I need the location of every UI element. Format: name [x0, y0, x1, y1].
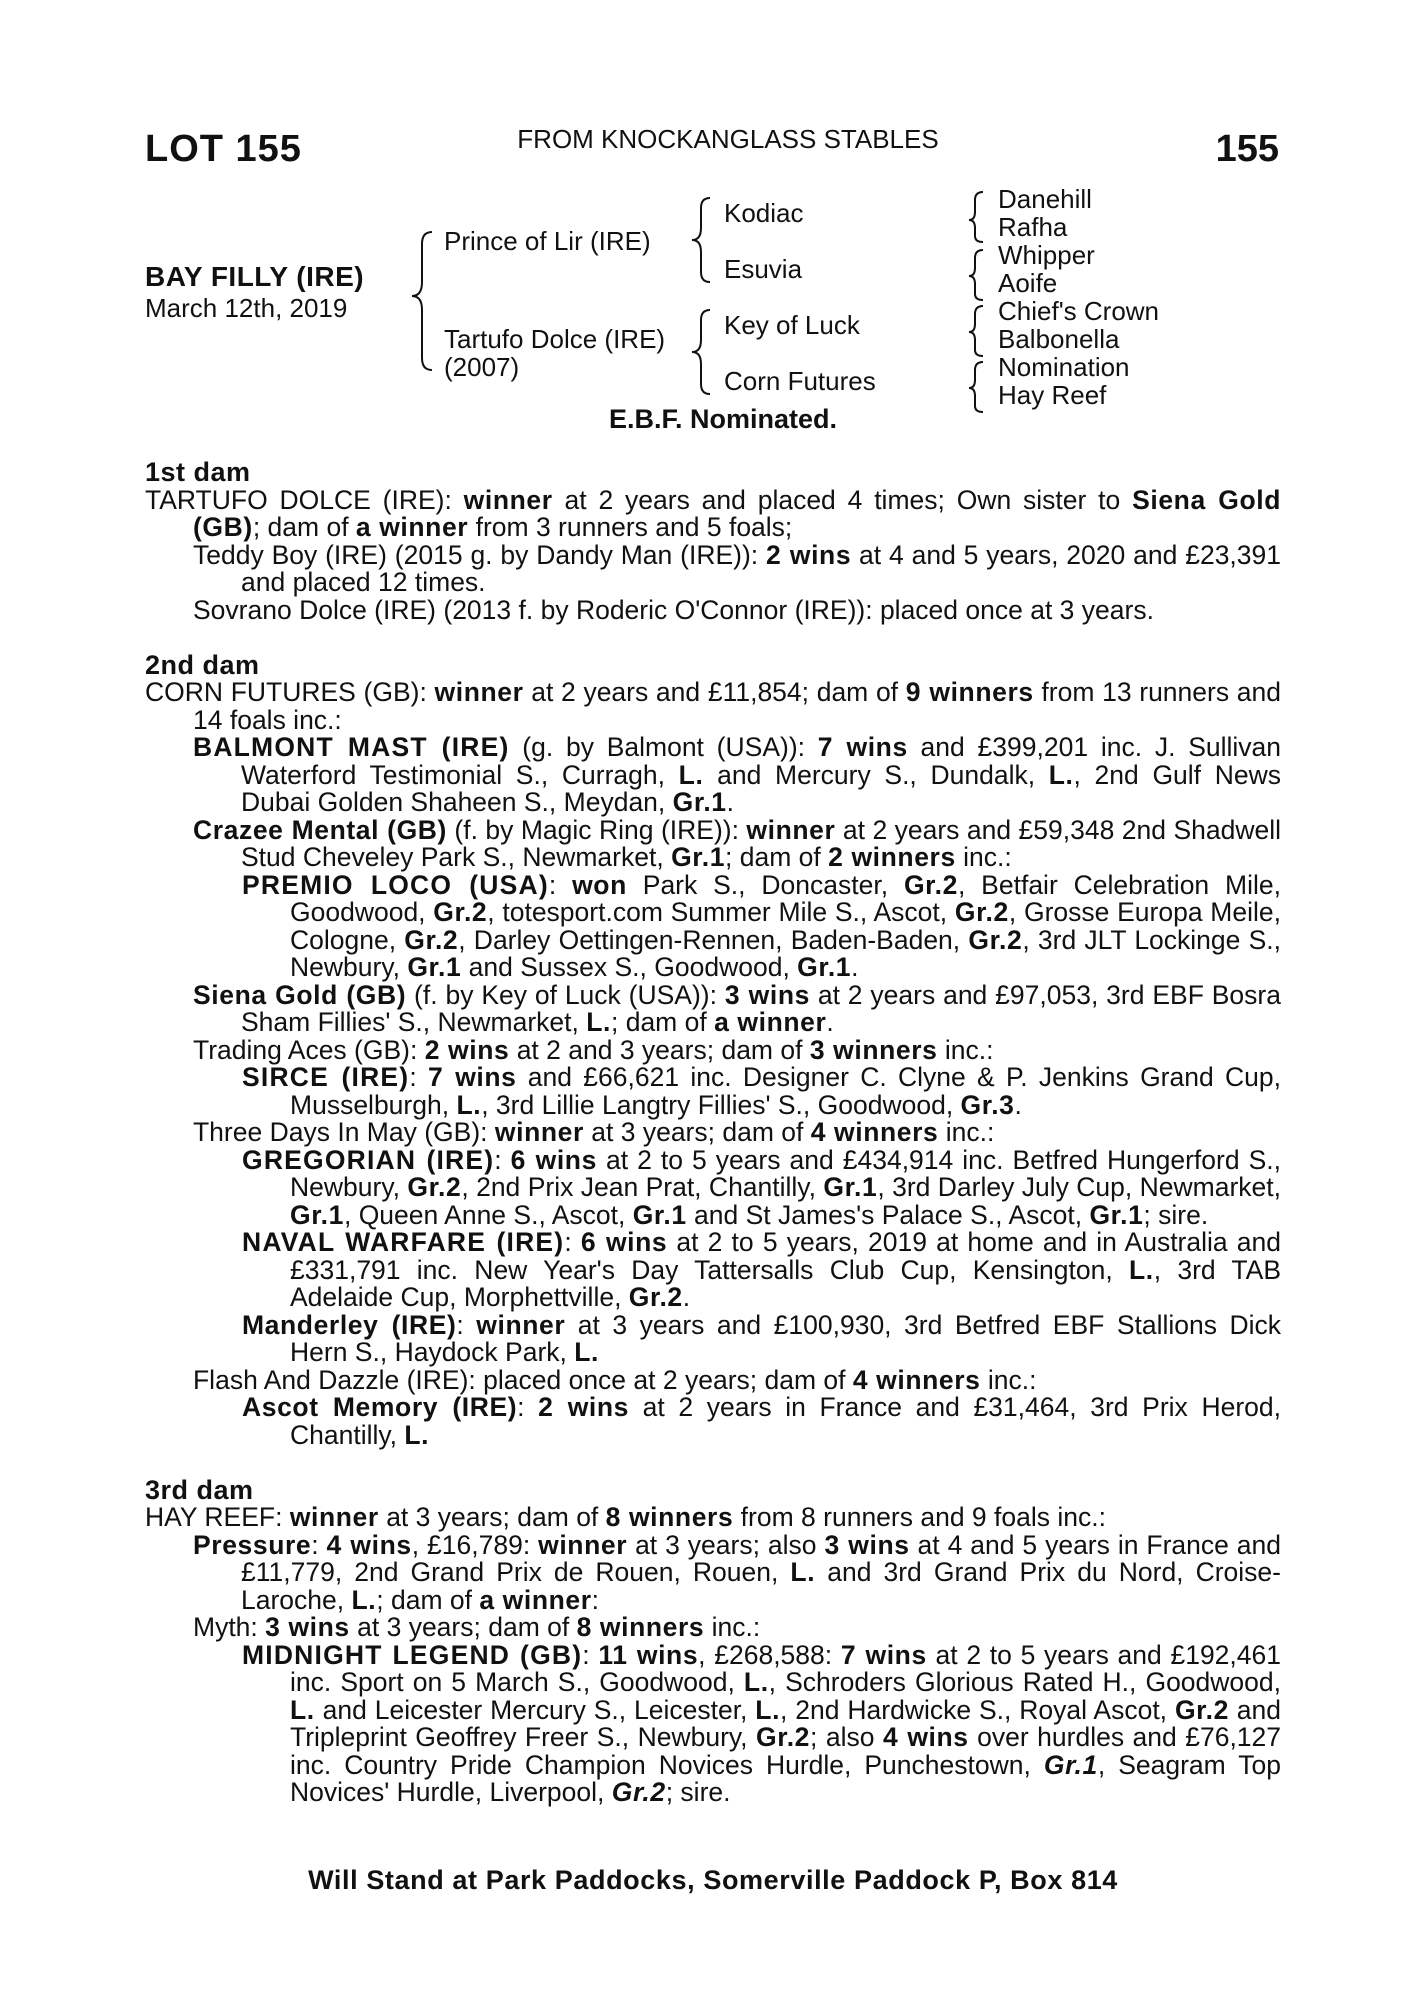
text-run: ; dam of [252, 512, 356, 542]
text-run: inc.: [938, 1117, 995, 1147]
bold-text: a winner [479, 1584, 592, 1615]
pedigree-ggp-6: Balbonella [998, 324, 1120, 354]
bold-text: 8 winners [576, 1612, 705, 1642]
bold-text: Gr.2 [404, 924, 459, 955]
bold-text: Manderley (IRE) [242, 1309, 457, 1340]
produce-entry [145, 1034, 1281, 1065]
bold-text: winner [494, 1117, 584, 1147]
section-gap [145, 624, 1281, 652]
text-run: (f. by Key of Luck (USA)): [406, 979, 725, 1010]
text-run: Three Days In May (GB): [193, 1117, 495, 1147]
text-run: at 2 years and £59,348 2nd Shadwell Stud Cheveley Park S., Newmarket, [241, 814, 1282, 872]
section-gap [145, 1449, 1281, 1477]
bold-text: 3 wins [265, 1612, 350, 1642]
text-run: ; sire. [665, 1777, 731, 1807]
text-run: at 2 years and £97,053, 3rd EBF Bosra Sham Fillies' S., Newmarket, [241, 979, 1281, 1037]
text-run: and £66,621 inc. Designer C. Clyne & P. Jenkins Grand Cup, Musselburgh, [290, 1062, 1281, 1120]
text-run: and £399,201 inc. J. Sullivan Waterford Testimonial S., Curragh, [241, 732, 1282, 790]
bold-text: Siena Gold (GB) [193, 979, 407, 1010]
bold-text: 8 winners [605, 1502, 734, 1532]
bold-text: 4 winners [810, 1117, 939, 1147]
produce-entry [145, 1064, 1281, 1119]
bold-text: PREMIO LOCO (USA) [242, 869, 549, 900]
text-run: at 3 years; dam of [378, 1502, 606, 1532]
produce-entry [145, 484, 1281, 542]
bold-text: 2 wins [766, 539, 852, 570]
text-run: inc.: [955, 842, 1012, 872]
text-run: , 3rd Darley July Cup, Newmarket, [877, 1172, 1281, 1202]
text-run: and St James's Palace S., Ascot, [686, 1199, 1090, 1230]
bold-text: L. [790, 1557, 816, 1587]
bold-text: winner [538, 1529, 628, 1560]
text-run: and Leicester Mercury S., Leicester, [314, 1694, 756, 1725]
text-run: ; dam of [725, 842, 829, 872]
produce-entry [145, 1144, 1281, 1230]
produce-record [145, 459, 1281, 1807]
text-run: at 4 and 5 years in France and £11,779, 2nd Grand Prix de Rouen, Rouen, [241, 1529, 1282, 1587]
bold-text: 7 wins [840, 1639, 927, 1670]
text-run: at 3 years; also [627, 1529, 825, 1560]
bold-text: Siena Gold (GB) [193, 484, 1281, 542]
text-run: at 3 years and £100,930, 3rd Betfred EBF Stallions Dick Hern S., Haydock Park, [290, 1309, 1282, 1367]
bold-text: Ascot Memory (IRE) [242, 1392, 518, 1422]
bold-text: Gr.3 [960, 1089, 1015, 1120]
pedigree-sire: Prince of Lir (IRE) [444, 226, 651, 256]
bold-text: Gr.1 [632, 1199, 687, 1230]
text-run: at 2 to 5 years, 2019 at home and in Australia and £331,791 inc. New Year's Day Tattersalls Club Cup, Kensington, [290, 1227, 1282, 1285]
bold-text: Gr.2 [611, 1777, 666, 1807]
text-run: and 3rd Grand Prix du Nord, Croise-Laroche, [241, 1557, 1281, 1615]
text-run: , Betfair Celebration Mile, Goodwood, [290, 869, 1281, 927]
bold-text: L. [404, 1419, 430, 1450]
text-run: , 2nd Prix Jean Prat, Chantilly, [461, 1172, 824, 1202]
bold-text: GREGORIAN (IRE) [242, 1144, 495, 1175]
dam-section-title: 1st dam [145, 457, 251, 487]
text-run: , £16,789: [411, 1529, 539, 1560]
text-run: ; dam of [376, 1584, 480, 1615]
bold-text: 2 wins [424, 1034, 510, 1065]
bold-text: winner [434, 677, 524, 707]
bold-text: Gr.1 [823, 1172, 878, 1202]
text-run: over hurdles and £76,127 inc. Country Pride Champion Novices Hurdle, Punchestown, [290, 1722, 1282, 1780]
text-run: , 3rd TAB Adelaide Cup, Morphettville, [290, 1254, 1281, 1312]
text-run: from 3 runners and 5 foals; [468, 512, 793, 542]
bold-text: 4 winners [852, 1364, 981, 1395]
pedigree-dam-sire: Key of Luck [724, 310, 860, 340]
produce-entry [145, 979, 1281, 1037]
bold-text: L. [290, 1694, 315, 1725]
bold-text: Gr.2 [628, 1282, 683, 1312]
text-run: and Mercury S., Dundalk, [703, 759, 1049, 790]
text-run: at 3 years; dam of [349, 1612, 577, 1642]
bold-text: NAVAL WARFARE (IRE) [242, 1227, 565, 1257]
bold-text: Gr.1 [671, 842, 726, 872]
text-run: : [564, 1227, 581, 1257]
text-run: : [591, 1584, 600, 1615]
text-run: . [826, 1007, 834, 1037]
text-run: HAY REEF: [145, 1502, 290, 1532]
produce-entry [145, 869, 1281, 982]
bold-text: Gr.1 [1043, 1749, 1098, 1780]
text-run: Teddy Boy (IRE) (2015 g. by Dandy Man (IRE)): [193, 539, 767, 570]
bold-text: Gr.2 [407, 1172, 462, 1202]
pedigree-dam-year: (2007) [444, 352, 520, 382]
bold-text: a winner [714, 1007, 827, 1037]
text-run: , Seagram Top Novices' Hurdle, Liverpool, [290, 1749, 1281, 1807]
bold-text: L. [1048, 759, 1074, 790]
bold-text: Crazee Mental (GB) [193, 814, 447, 845]
bold-text: 7 wins [427, 1062, 517, 1092]
bold-text: winner [746, 814, 836, 845]
bold-text: L. [743, 1667, 769, 1697]
text-run: at 2 years and placed 4 times; Own sister to [552, 484, 1133, 515]
produce-entry [145, 679, 1281, 734]
text-run: : [548, 869, 573, 900]
bold-text: winner [289, 1502, 379, 1532]
produce-entry [145, 1614, 1281, 1642]
text-run: , Darley Oettingen-Rennen, Baden-Baden, [458, 924, 969, 955]
text-run: inc.: [937, 1034, 994, 1065]
text-run: at 2 to 5 years and £434,914 inc. Betfred Hungerford S., Newbury, [290, 1144, 1281, 1202]
bold-text: Gr.1 [1089, 1199, 1144, 1230]
text-run: , 3rd Lillie Langtry Fillies' S., Goodwood, [481, 1089, 961, 1120]
produce-entry [145, 594, 1281, 625]
bold-text: 2 wins [538, 1392, 630, 1422]
pedigree-dam-dam: Corn Futures [724, 366, 876, 396]
bold-text: 4 wins [882, 1722, 969, 1752]
produce-entry [145, 1529, 1282, 1615]
bold-text: won [572, 869, 627, 900]
text-run: , totesport.com Summer Mile S., Ascot, [487, 897, 955, 927]
text-run: , 3rd JLT Lockinge S., Newbury, [290, 924, 1281, 982]
text-run: CORN FUTURES (GB): [145, 677, 435, 707]
pedigree-ggp-3: Whipper [998, 240, 1095, 270]
bold-text: Gr.2 [954, 897, 1009, 927]
text-run: , Queen Anne S., Ascot, [343, 1199, 633, 1230]
text-run: (g. by Balmont (USA)): [509, 732, 818, 762]
pedigree-ggp-2: Rafha [998, 212, 1068, 242]
text-run: Sovrano Dolce (IRE) (2013 f. by Roderic O'Connor (IRE)): placed once at 3 years. [193, 594, 1154, 625]
text-run: . [1014, 1089, 1022, 1120]
text-run: . [726, 787, 734, 817]
produce-entry [145, 1364, 1281, 1395]
bold-text: L. [678, 759, 704, 790]
text-run: . [682, 1282, 691, 1312]
text-run: at 4 and 5 years, 2020 and £23,391 and placed 12 times. [241, 539, 1282, 597]
pedigree-ggp-7: Nomination [998, 352, 1130, 382]
bold-text: Gr.1 [672, 787, 727, 817]
bold-text: BALMONT MAST (IRE) [193, 732, 510, 762]
ebf-nomination: E.B.F. Nominated. [608, 404, 838, 434]
bold-text: L. [456, 1089, 482, 1120]
bold-text: 9 winners [905, 677, 1034, 707]
text-run: : [582, 1639, 599, 1670]
bold-text: L. [351, 1584, 377, 1615]
horse-dob: March 12th, 2019 [145, 293, 348, 323]
text-run: ; sire. [1143, 1199, 1209, 1230]
dam-section-title: 3rd dam [145, 1474, 254, 1505]
bold-text: Gr.2 [756, 1722, 810, 1752]
pedigree-ggp-5: Chief's Crown [998, 296, 1160, 326]
bold-text: L. [1128, 1254, 1154, 1285]
text-run: Flash And Dazzle (IRE): placed once at 2 years; dam of [193, 1364, 853, 1395]
text-run: inc.: [704, 1612, 761, 1642]
bold-text: Gr.1 [290, 1199, 344, 1230]
bold-text: a winner [355, 512, 469, 542]
text-run: , Schroders Glorious Rated H., Goodwood, [768, 1667, 1281, 1697]
bold-text: 2 winners [828, 842, 956, 872]
text-run: TARTUFO DOLCE (IRE): [145, 484, 464, 515]
bold-text: 6 wins [510, 1144, 597, 1175]
bold-text: Gr.2 [968, 924, 1023, 955]
text-run: and Sussex S., Goodwood, [461, 952, 798, 982]
bold-text: 11 wins [598, 1639, 699, 1670]
bold-text: Gr.2 [903, 869, 958, 900]
text-run: . [851, 952, 859, 982]
pedigree-ggp-8: Hay Reef [998, 380, 1107, 410]
bold-text: 4 wins [326, 1529, 412, 1560]
bold-text: L. [574, 1337, 599, 1367]
text-run: : [517, 1392, 539, 1422]
text-run: , 2nd Hardwicke S., Royal Ascot, [780, 1694, 1175, 1725]
text-run: at 2 years and £11,854; dam of [523, 677, 906, 707]
produce-entry [145, 1394, 1281, 1449]
text-run: : [409, 1062, 428, 1092]
bold-text: Gr.1 [407, 952, 462, 982]
lot-number: 155 [1215, 128, 1279, 170]
horse-title: BAY FILLY (IRE) [145, 261, 365, 292]
bold-text: SIRCE (IRE) [242, 1062, 410, 1092]
text-run: : [456, 1309, 477, 1340]
produce-entry [145, 1229, 1281, 1312]
text-run: : [311, 1529, 327, 1560]
bold-text: Gr.2 [1174, 1694, 1229, 1725]
text-run: from 13 runners and 14 foals inc.: [193, 677, 1281, 735]
dam-section-title: 2nd dam [145, 649, 260, 680]
text-run: and Tripleprint Geoffrey Freer S., Newbury, [290, 1694, 1281, 1752]
produce-entry [145, 539, 1282, 597]
pedigree-dam: Tartufo Dolce (IRE) [444, 324, 666, 354]
produce-entry [145, 1639, 1282, 1807]
bold-text: 6 wins [580, 1227, 668, 1257]
pedigree-sire-dam: Esuvia [724, 254, 803, 284]
lot-label: LOT 155 [145, 128, 302, 170]
bold-text: 7 wins [817, 732, 908, 762]
pedigree-brackets [0, 0, 1426, 420]
pedigree-sire-sire: Kodiac [724, 198, 804, 228]
text-run: ; also [810, 1722, 883, 1752]
text-run: Myth: [193, 1612, 266, 1642]
text-run: at 2 to 5 years and £192,461 inc. Sport on 5 March S., Goodwood, [290, 1639, 1282, 1697]
produce-entry [145, 734, 1281, 817]
text-run: ; dam of [610, 1007, 715, 1037]
text-run: , Grosse Europa Meile, Cologne, [290, 897, 1281, 955]
text-run: at 2 years in France and £31,464, 3rd Prix Herod, Chantilly, [290, 1392, 1281, 1450]
bold-text: L. [586, 1007, 611, 1037]
consignor: FROM KNOCKANGLASS STABLES [517, 124, 939, 154]
bold-text: winner [463, 484, 553, 515]
footer-location: Will Stand at Park Paddocks, Somerville Paddock P, Box 814 [308, 1865, 1118, 1895]
bold-text: Gr.1 [797, 952, 852, 982]
pedigree-ggp-4: Aoife [998, 268, 1058, 298]
produce-entry [145, 1504, 1281, 1532]
bold-text: 3 winners [809, 1034, 938, 1065]
text-run: at 3 years; dam of [583, 1117, 811, 1147]
text-run: (f. by Magic Ring (IRE)): [446, 814, 747, 845]
bold-text: Pressure [193, 1529, 312, 1560]
bold-text: 3 wins [824, 1529, 910, 1560]
produce-entry [145, 1119, 1281, 1147]
text-run: from 8 runners and 9 foals inc.: [733, 1502, 1106, 1532]
text-run: : [494, 1144, 511, 1175]
bold-text: 3 wins [724, 979, 810, 1010]
produce-entry [145, 1309, 1282, 1367]
text-run: inc.: [980, 1364, 1037, 1395]
text-run: , 2nd Gulf News Dubai Golden Shaheen S., Meydan, [241, 759, 1281, 817]
bold-text: Gr.2 [433, 897, 488, 927]
pedigree-ggp-1: Danehill [998, 184, 1092, 214]
produce-entry [145, 814, 1282, 872]
text-run: Park S., Doncaster, [626, 869, 904, 900]
text-run: Trading Aces (GB): [193, 1034, 425, 1065]
text-run: at 2 and 3 years; dam of [509, 1034, 810, 1065]
bold-text: winner [476, 1309, 566, 1340]
bold-text: L. [755, 1694, 781, 1725]
text-run: , £268,588: [698, 1639, 841, 1670]
bold-text: MIDNIGHT LEGEND (GB) [242, 1639, 583, 1670]
